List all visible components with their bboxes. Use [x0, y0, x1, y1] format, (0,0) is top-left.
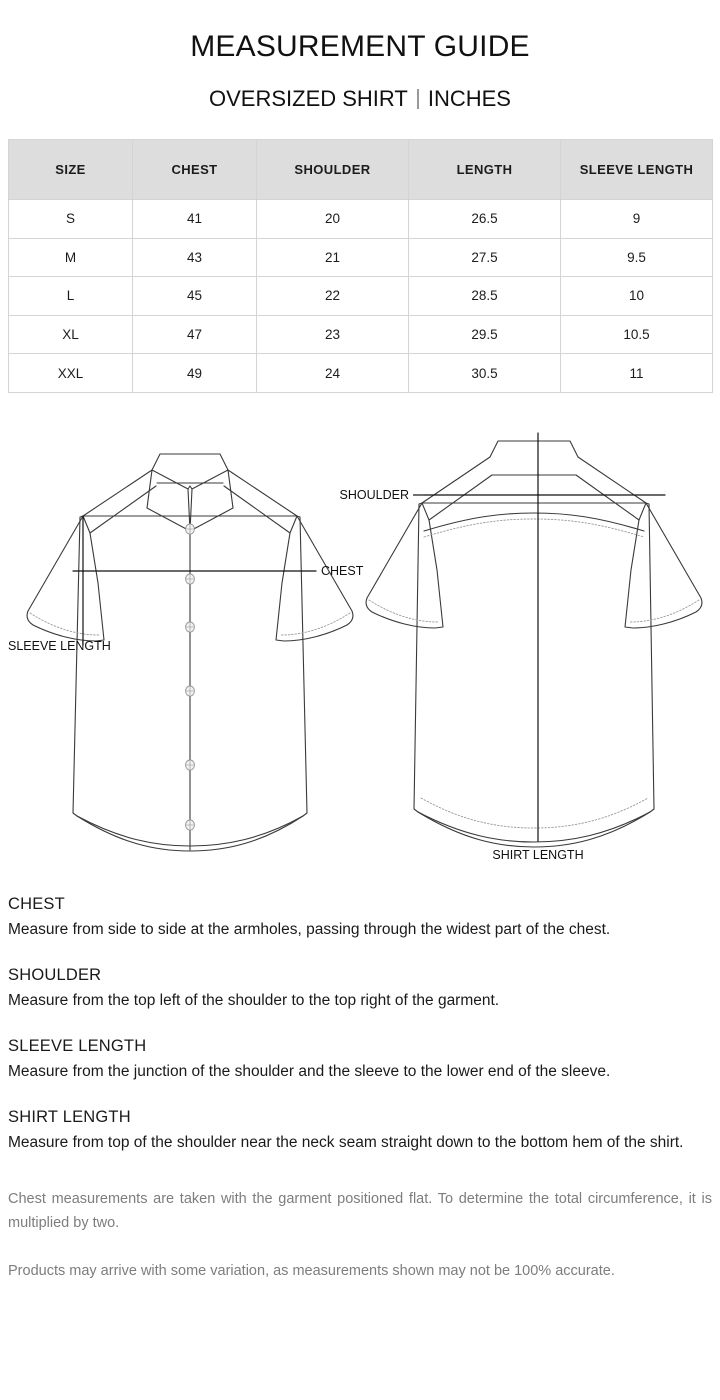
instruction-block-chest — [8, 895, 712, 942]
instruction-heading: SHIRT LENGTH — [8, 1107, 131, 1126]
measurement-instructions — [0, 895, 720, 1155]
cell-chest: 43 — [133, 238, 257, 277]
shirt-back-illustration — [366, 441, 702, 847]
table-row — [9, 315, 713, 354]
label-sleeve-length: SLEEVE LENGTH — [8, 638, 111, 653]
column-header-sleeve-length: SLEEVE LENGTH — [561, 140, 713, 200]
page-title: MEASUREMENT GUIDE — [190, 30, 530, 63]
cell-sleeve-length: 9.5 — [561, 238, 713, 277]
column-header-chest: CHEST — [133, 140, 257, 200]
table-row — [9, 277, 713, 316]
cell-shoulder: 20 — [257, 200, 409, 239]
disclaimer-notes — [0, 1187, 720, 1283]
cell-size: L — [9, 277, 133, 316]
page-subtitle — [0, 64, 720, 112]
cell-chest: 49 — [133, 354, 257, 393]
column-header-length: LENGTH — [409, 140, 561, 200]
cell-chest: 45 — [133, 277, 257, 316]
instruction-block-shirt-length — [8, 1108, 712, 1155]
instruction-block-shoulder — [8, 966, 712, 1013]
cell-size: S — [9, 200, 133, 239]
label-chest: CHEST — [321, 563, 364, 578]
subtitle-unit: INCHES — [427, 86, 511, 111]
cell-shoulder: 24 — [257, 354, 409, 393]
subtitle-garment: OVERSIZED SHIRT — [209, 86, 408, 111]
label-shirt-length: SHIRT LENGTH — [492, 847, 584, 862]
measurement-diagram — [0, 413, 720, 883]
cell-length: 28.5 — [409, 277, 561, 316]
column-header-shoulder: SHOULDER — [257, 140, 409, 200]
instruction-body: Measure from the junction of the shoulder and the sleeve to the lower end of the sleeve. — [8, 1062, 611, 1080]
cell-length: 29.5 — [409, 315, 561, 354]
cell-chest: 41 — [133, 200, 257, 239]
cell-chest: 47 — [133, 315, 257, 354]
note-variation: Products may arrive with some variation, as measurements shown may not be 100% accurate. — [8, 1262, 615, 1279]
cell-size: M — [9, 238, 133, 277]
cell-sleeve-length: 9 — [561, 200, 713, 239]
label-shoulder: SHOULDER — [339, 487, 409, 502]
cell-length: 26.5 — [409, 200, 561, 239]
instruction-body: Measure from the top left of the shoulder to the top right of the garment. — [8, 991, 500, 1009]
instruction-heading: CHEST — [8, 894, 65, 913]
instruction-block-sleeve-length — [8, 1037, 712, 1084]
table-row — [9, 200, 713, 239]
cell-length: 30.5 — [409, 354, 561, 393]
cell-sleeve-length: 11 — [561, 354, 713, 393]
cell-shoulder: 22 — [257, 277, 409, 316]
subtitle-divider — [417, 89, 419, 109]
size-chart-table — [8, 139, 713, 393]
table-row — [9, 354, 713, 393]
cell-size: XXL — [9, 354, 133, 393]
instruction-heading: SLEEVE LENGTH — [8, 1036, 147, 1055]
cell-shoulder: 21 — [257, 238, 409, 277]
cell-sleeve-length: 10 — [561, 277, 713, 316]
instruction-heading: SHOULDER — [8, 965, 102, 984]
note-chest-measurement: Chest measurements are taken with the garment positioned flat. To determine the total circumference, it is multiplied by two. — [8, 1190, 712, 1231]
instruction-body: Measure from side to side at the armholes, passing through the widest part of the chest. — [8, 920, 611, 938]
table-header-row — [9, 140, 713, 200]
instruction-body: Measure from top of the shoulder near the neck seam straight down to the bottom hem of the shirt. — [8, 1133, 684, 1151]
cell-size: XL — [9, 315, 133, 354]
cell-shoulder: 23 — [257, 315, 409, 354]
cell-length: 27.5 — [409, 238, 561, 277]
column-header-size: SIZE — [9, 140, 133, 200]
cell-sleeve-length: 10.5 — [561, 315, 713, 354]
table-row — [9, 238, 713, 277]
size-table-container — [0, 139, 720, 393]
